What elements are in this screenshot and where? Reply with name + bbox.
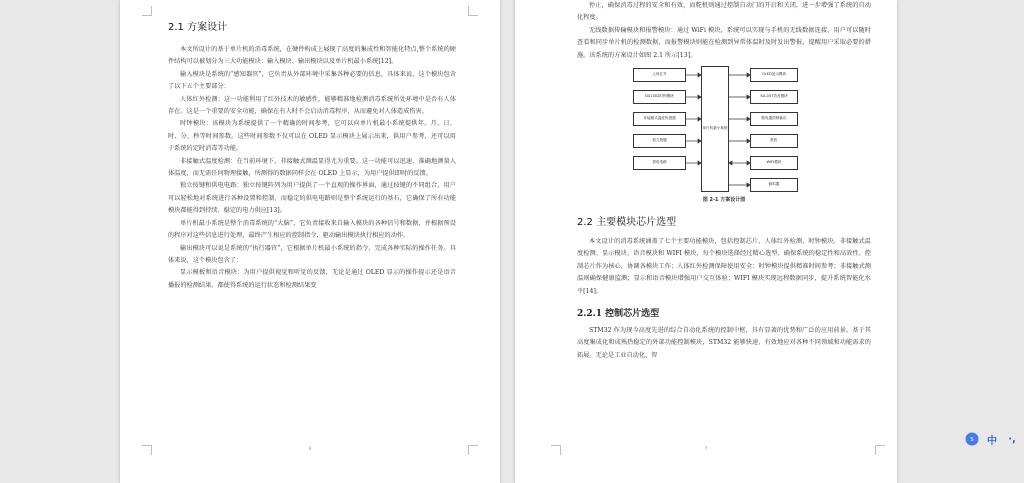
section-heading: 2.1 方案设计 (168, 22, 228, 33)
paragraph: 人体红外检测：这一功能利用了红外技术的敏感性，能够精准地检测消毒系统所处环境中是否有人体存在。这是一个重要的安全功能，确保在有人时不会启动消毒程序，从而避免对人体造成伤害。 (168, 95, 456, 116)
paragraph: 本文所设计的基于单片机的消毒系统，在硬件构成上展现了高度的集成性和智能化特点,整个系统的硬件结构可以被划分为三大功能模块：输入模块、输出模块以及单片机最小系统[12]。 (168, 46, 456, 66)
page-number: 6 (308, 446, 312, 451)
section-heading: 2.2 主要模块芯片选型 (577, 217, 677, 229)
ime-language-toggle[interactable]: 中 (987, 435, 997, 447)
paragraph: 无线数据传输模块和报警模块：通过 WiFi 模块，系统可以实现与手机的无线数据连接，用户可以随时查看和同步单片机的检测数据，而报警模块则能在检测到异常体温时及时发出警报，提醒用户采取必要的措施。该系统的方案设计如图 2.1 所示[13]。 (577, 26, 871, 59)
paragraph: 时钟模块：该模块为系统提供了一个精确的时间参考，它可以向单片机最小系统提供年、月、日、时、分、秒等时间参数。这些时间参数不仅可以在 OLED 显示模块上展示出来，供用户参考，还可以用于系统的定时消毒等功能。 (168, 120, 456, 153)
paragraph: 显示模板和语音模块：为用户提供视觉和听觉的反馈，无论是通过 OLED 显示的操作提示还是语音播报的检测结果，都使得系统的运行状态和检测结果变 (168, 269, 456, 289)
page-body[interactable] (168, 14, 456, 292)
diagram-output-box: 继电器控制输出 (750, 112, 798, 126)
margin-mark (468, 6, 478, 16)
paragraph: 输入模块是系统的“感知器官”，它负责从外部环境中采集各种必要的信息，具体来说，这个模块包含了以下五个主要部分： (168, 70, 456, 91)
diagram-input-box: 非接触式温度传感器 (633, 112, 686, 126)
document-page-left (120, 0, 500, 483)
margin-mark (142, 6, 152, 16)
paragraph: STM32 作为现今高度先进的综合自动化系统的控制中枢，具有显著的优势和广泛的应用前景。基于其高度集成化和成熟热稳定的外部功能控制模块，STM32 能够快速、有效地应对各种不同领域和功能需求的拓展。无论是工业自动化、智 (577, 327, 871, 359)
ime-logo-icon[interactable] (964, 431, 980, 447)
paragraph: 非接触式温度检测：在当前环境下，非接触式测温显得尤为重要。这一功能可以迅速、准确地测量人体温度，而无需任何物理接触，所测得的数据同样会在 OLED 上显示，为用户提供即时的反馈。 (168, 157, 456, 178)
diagram-input-box: 供电电路 (633, 156, 686, 170)
diagram-output-box: OLED显示模块 (750, 68, 798, 82)
diagram-output-box: WIFI模块 (750, 156, 798, 170)
system-block-diagram (631, 66, 801, 194)
diagram-input-box: DS1302时钟模块 (633, 90, 686, 104)
page-number: 7 (704, 446, 708, 451)
paragraph: 本文设计的消毒系统涵盖了七个主要功能模块，包括控制芯片、人体红外检测、时钟模块、非接触式温度检测、显示模块、语音模块和 WIFI 模块，每个模块选择经过精心选型，确保系统的稳定性和高效性。控制芯片作为核心，协调各模块工作；人体红外检测保障使用安全；时钟模块提供精准时间参考；非接触式测温则确保健康监测；显示和语音模块增强用户交互体验；WIFI 模块实现远程数据同步，提升系统智能化水平[14]。 (577, 238, 871, 295)
paragraph: 单片机最小系统是整个消毒系统的“大脑”，它负责接收来自输入模块的各种信号和数据，并根据预设的程序对这些信息进行处理，最终产生相应的控制指令，驱动输出模块执行相应的动作。 (168, 219, 456, 240)
diagram-output-box: SU-03T语音模块 (750, 90, 798, 104)
paragraph: 独立按键和供电电路：独立按键阵列为用户提供了一个直观的操作界面，通过按键的不同组合，用户可以轻松地对系统进行各种设置和控制，而稳定的供电电路则是整个系统运行的基石，它确保了所有功能模块都能得到持续、稳定的电力供应[13]。 (168, 182, 456, 215)
diagram-output-box: 蜂鸣器 (750, 178, 798, 192)
svg-text:S: S (970, 437, 974, 444)
diagram-mcu-box: 单片机最小系统 (701, 66, 729, 192)
document-page-right (515, 0, 897, 483)
ime-toolbar (964, 429, 1024, 449)
page-body[interactable] (577, 0, 871, 362)
paragraph: 输出模块可以说是系统的“执行器官”，它根据单片机最小系统的指令，完成各种实际的操作任务。具体来说，这个模块包含了： (168, 244, 456, 264)
ime-punctuation-toggle[interactable]: ·, (1008, 433, 1016, 445)
figure-caption: 图 2-1 方案设计图 (702, 197, 746, 204)
paragraph: 停止，确保消毒过程的安全和有效，而舵机则通过控制自动门的开启和关闭，进一步增强了系统的自动化程度。 (577, 2, 871, 22)
diagram-input-box: 独立按键 (633, 134, 686, 148)
subsection-heading: 2.2.1 控制芯片选型 (577, 309, 660, 320)
diagram-input-box: 人体红外 (633, 68, 686, 82)
diagram-output-box: 舵机 (750, 134, 798, 148)
